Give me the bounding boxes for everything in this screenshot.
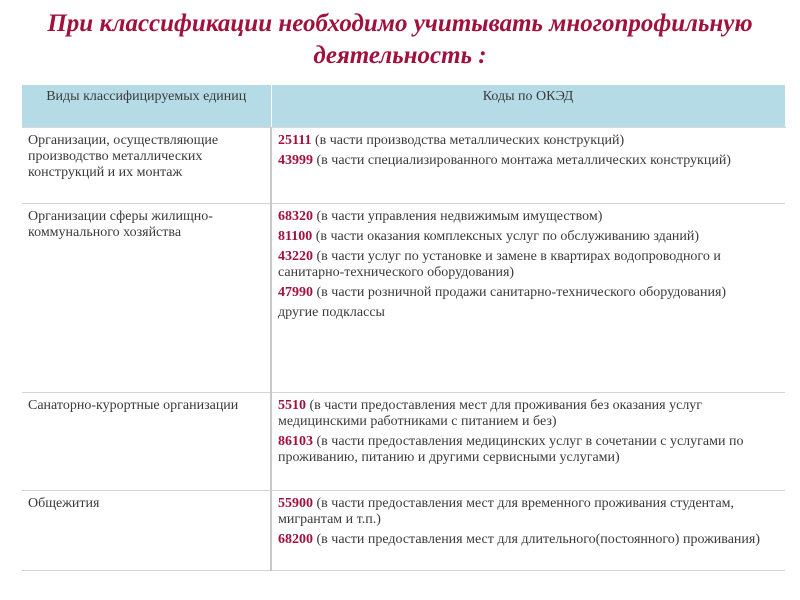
- code-line: [278, 434, 779, 466]
- title-line-1: При классификации необходимо учитывать многопрофильную: [47, 10, 753, 37]
- okved-code: 81100: [278, 229, 313, 244]
- code-description: (в части специализированного монтажа металлических конструкций): [313, 153, 731, 168]
- header-codes: Коды по ОКЭД: [271, 85, 785, 128]
- code-line: [278, 209, 779, 225]
- code-description: (в части розничной продажи санитарно-технического оборудования): [313, 285, 727, 300]
- unit-cell: Организации сферы жилищно-коммунального хозяйства: [22, 204, 271, 393]
- code-description: (в части управления недвижимым имуществом): [313, 209, 603, 224]
- code-description: (в части производства металлических конструкций): [311, 133, 625, 148]
- code-line: [278, 496, 779, 528]
- codes-cell: [271, 204, 785, 393]
- codes-cell: [271, 393, 785, 491]
- okved-code: 43999: [278, 153, 313, 168]
- okved-code: 68200: [278, 532, 313, 547]
- code-line: [278, 249, 779, 281]
- code-line: [278, 133, 779, 149]
- code-description: (в части предоставления мест для временного проживания студентам, мигрантам и т.п.): [278, 496, 735, 527]
- code-description: (в части услуг по установке и замене в квартирах водопроводного и санитарно-технического оборудования): [278, 249, 721, 280]
- code-description: (в части предоставления мест для длительного(постоянного) проживания): [313, 532, 761, 547]
- code-description: (в части предоставления мест для проживания без оказания услуг медицинскими работниками с питанием и без): [278, 398, 703, 429]
- code-line: [278, 153, 779, 169]
- okved-code: 25111: [278, 133, 312, 148]
- table-row: [22, 128, 785, 204]
- table-row: [22, 393, 785, 491]
- code-description: (в части предоставления медицинских услуг в сочетании с услугами по проживанию, питанию и другими сервисными услугами): [278, 434, 744, 465]
- unit-cell: Санаторно-курортные организации: [22, 393, 271, 491]
- code-line: [278, 229, 779, 245]
- table-header-row: [22, 85, 785, 128]
- okved-code: 68320: [278, 209, 313, 224]
- code-line: [278, 532, 779, 548]
- unit-cell: Организации, осуществляющие производство металлических конструкций и их монтаж: [22, 128, 271, 204]
- okved-code: 5510: [278, 398, 306, 413]
- title-line-2: деятельность :: [313, 42, 487, 69]
- page-title: [0, 8, 800, 72]
- okved-code: 55900: [278, 496, 313, 511]
- table-row: [22, 491, 785, 571]
- code-description: (в части оказания комплексных услуг по обслуживанию зданий): [312, 229, 700, 244]
- okved-code: 47990: [278, 285, 313, 300]
- code-line: [278, 285, 779, 301]
- other-subclasses: другие подклассы: [278, 305, 385, 320]
- unit-cell: Общежития: [22, 491, 271, 571]
- okved-code: 43220: [278, 249, 313, 264]
- table-row: [22, 204, 785, 393]
- code-line: [278, 398, 779, 430]
- codes-cell: [271, 491, 785, 571]
- okved-table: [22, 85, 786, 571]
- codes-cell: [271, 128, 785, 204]
- header-units: Виды классифицируемых единиц: [22, 85, 271, 128]
- okved-code: 86103: [278, 434, 313, 449]
